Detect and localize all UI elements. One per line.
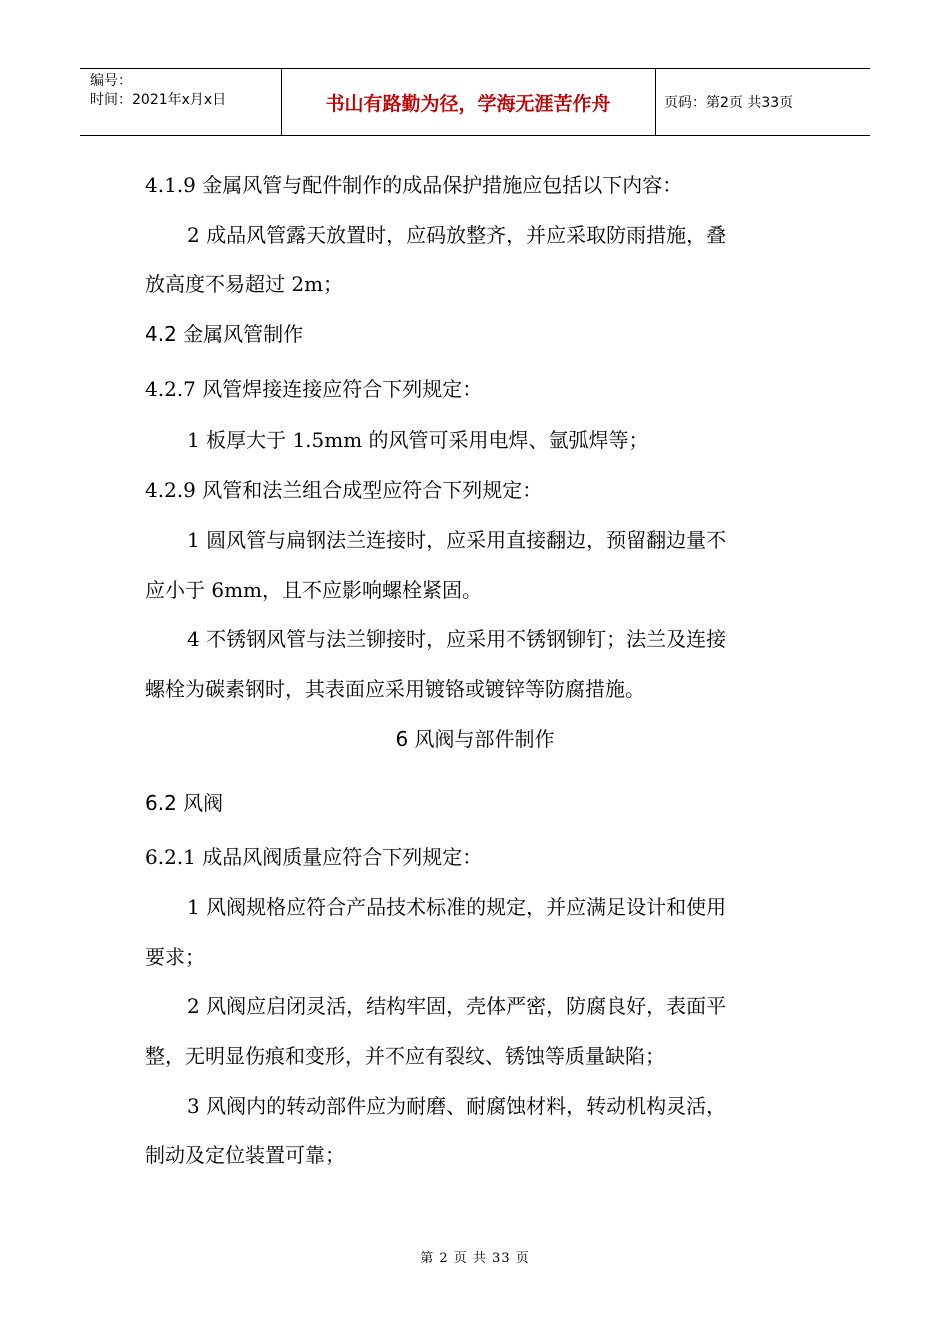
header-date: 时间：2021年x月x日	[90, 92, 227, 108]
clause-4-2-9: 4.2.9 风管和法兰组合成型应符合下列规定：	[145, 478, 543, 502]
clause-4-1-9-item-2: 2 成品风管露天放置时，应码放整齐，并应采取防雨措施，叠	[187, 223, 727, 247]
clause-4-2-9-item-1: 1 圆风管与扁钢法兰连接时，应采用直接翻边，预留翻边量不	[187, 528, 727, 552]
clause-6-2-1-item-3-cont: 制动及定位装置可靠；	[145, 1143, 345, 1167]
header-divider	[655, 69, 656, 135]
clause-6-2-1-item-3: 3 风阀内的转动部件应为耐磨、耐腐蚀材料，转动机构灵活，	[187, 1094, 727, 1118]
clause-4-2-9-item-4-cont: 螺栓为碳素钢时，其表面应采用镀铬或镀锌等防腐措施。	[145, 677, 645, 701]
clause-6-2-1-item-2: 2 风阀应启闭灵活，结构牢固，壳体严密，防腐良好，表面平	[187, 994, 727, 1018]
clause-4-1-9: 4.1.9 金属风管与配件制作的成品保护措施应包括以下内容：	[145, 173, 683, 197]
header-page-info: 页码：第2页 共33页	[664, 95, 794, 111]
clause-6-2-1: 6.2.1 成品风阀质量应符合下列规定：	[145, 845, 483, 869]
chapter-heading-6: 6 风阀与部件制作	[395, 727, 555, 751]
header-number-label: 编号：	[90, 73, 132, 89]
section-heading-6-2: 6.2 风阀	[145, 791, 224, 815]
clause-4-2-7-item-1: 1 板厚大于 1.5mm 的风管可采用电焊、氩弧焊等；	[187, 428, 649, 452]
clause-4-2-7: 4.2.7 风管焊接连接应符合下列规定：	[145, 377, 483, 401]
page-footer: 第 2 页 共 33 页	[420, 1251, 530, 1266]
clause-6-2-1-item-1: 1 风阀规格应符合产品技术标准的规定，并应满足设计和使用	[187, 895, 727, 919]
clause-4-2-9-item-1-cont: 应小于 6mm，且不应影响螺栓紧固。	[145, 578, 483, 602]
clause-4-1-9-item-2-cont: 放高度不易超过 2m；	[145, 272, 344, 296]
page-header-table	[80, 68, 870, 136]
clause-6-2-1-item-1-cont: 要求；	[145, 945, 205, 969]
header-motto: 书山有路勤为径，学海无涯苦作舟	[325, 92, 611, 115]
header-meta	[90, 72, 226, 110]
clause-6-2-1-item-2-cont: 整，无明显伤痕和变形，并不应有裂纹、锈蚀等质量缺陷；	[145, 1044, 665, 1068]
clause-4-2-9-item-4: 4 不锈钢风管与法兰铆接时，应采用不锈钢铆钉；法兰及连接	[187, 627, 727, 651]
section-heading-4-2: 4.2 金属风管制作	[145, 322, 304, 346]
